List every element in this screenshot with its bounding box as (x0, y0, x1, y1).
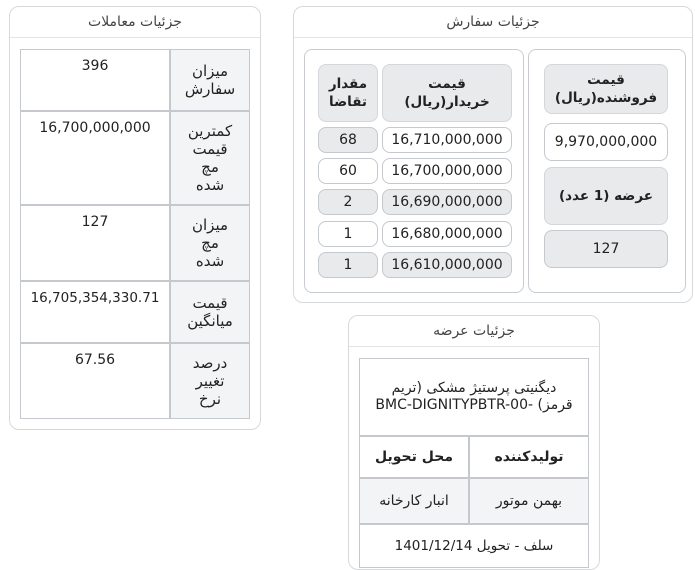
offer-count-value: 127 (544, 230, 668, 268)
trade-value-min-matched-price: 16,700,000,000 (20, 111, 170, 205)
trade-label-min-matched-price: کمترین قیمت مچ شده (170, 111, 250, 205)
bid-qty: 1 (318, 221, 378, 247)
producer-header: تولیدکننده (469, 436, 589, 478)
trade-label-average-price: قیمت میانگین (170, 281, 250, 343)
bid-price: 16,680,000,000 (382, 221, 512, 247)
buyer-price-header: قیمت خریدار(ریال) (382, 64, 512, 122)
trade-value-order-amount: 396 (20, 49, 170, 111)
order-details-card (293, 6, 693, 303)
bid-price: 16,610,000,000 (382, 252, 512, 278)
trade-label-rate-change-percent: درصد تغییر نرخ (170, 343, 250, 419)
trade-details-card (9, 6, 261, 430)
bid-qty: 60 (318, 158, 378, 184)
trade-value-matched-amount: 127 (20, 205, 170, 281)
bid-qty: 68 (318, 127, 378, 153)
producer-value: بهمن موتور (469, 478, 589, 524)
trade-value-rate-change-percent: 67.56 (20, 343, 170, 419)
bid-price: 16,710,000,000 (382, 127, 512, 153)
bid-price: 16,700,000,000 (382, 158, 512, 184)
offer-details-card (348, 315, 600, 570)
seller-price-value: 9,970,000,000 (544, 123, 668, 161)
order-details-title: جزئیات سفارش (294, 7, 692, 38)
trade-value-average-price: 16,705,354,330.71 (20, 281, 170, 343)
offer-details-title: جزئیات عرضه (349, 316, 599, 347)
offer-count-header: عرضه (1 عدد) (544, 167, 668, 225)
trade-label-order-amount: میزان سفارش (170, 49, 250, 111)
delivery-type: سلف - تحویل 1401/12/14 (359, 524, 589, 568)
bid-qty: 2 (318, 189, 378, 215)
delivery-place-header: محل تحویل (359, 436, 469, 478)
demand-header: مقدار تقاضا (318, 64, 378, 122)
trade-label-matched-amount: میزان مچ شده (170, 205, 250, 281)
bid-qty: 1 (318, 252, 378, 278)
trade-details-title: جزئیات معاملات (10, 7, 260, 38)
bid-price: 16,690,000,000 (382, 189, 512, 215)
seller-price-header: قیمت فروشنده(ریال) (544, 64, 668, 114)
delivery-place-value: انبار کارخانه (359, 478, 469, 524)
product-name: دیگنیتی پرستیژ مشکی (تریم قرمز) -BMC-DIGNITYPBTR-00 (359, 358, 589, 436)
